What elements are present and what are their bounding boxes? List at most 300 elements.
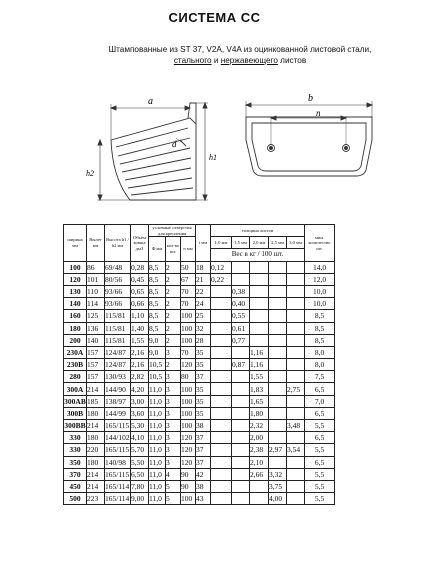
cell-outreach: 180: [87, 407, 105, 419]
cell-t15: [232, 395, 250, 407]
cell-height: 80/56: [105, 273, 131, 285]
cell-outreach: 157: [87, 359, 105, 371]
table-row: [64, 310, 335, 322]
cell-volume: 3,60: [131, 407, 149, 419]
cell-width: 350: [64, 456, 87, 468]
cell-min-qty: 5,5: [305, 480, 335, 492]
cell-bolt-n: 100: [181, 420, 196, 432]
cell-t15: [232, 383, 250, 395]
cell-pitch: 37: [196, 371, 211, 383]
cell-min-qty: 5,5: [305, 444, 335, 456]
cell-outreach: 223: [87, 493, 105, 505]
header-min-qty: мин. количество шт.: [305, 225, 335, 262]
cell-t15: [232, 420, 250, 432]
cell-volume: 0,66: [131, 298, 149, 310]
cell-t30: [287, 432, 305, 444]
cell-t25: [269, 298, 287, 310]
cell-t30: 3,54: [287, 444, 305, 456]
cell-t30: [287, 480, 305, 492]
cell-t30: [287, 285, 305, 297]
cell-t25: [269, 273, 287, 285]
cell-t30: [287, 334, 305, 346]
cell-t20: [250, 285, 269, 297]
cell-t15: 0,40: [232, 298, 250, 310]
cell-bolt-d: 8,5: [149, 298, 166, 310]
cell-bolt-count: 2: [166, 298, 181, 310]
cell-t15: [232, 346, 250, 358]
cell-bolt-d: 8,5: [149, 273, 166, 285]
cell-t30: [287, 273, 305, 285]
cell-t10: [211, 383, 232, 395]
cell-t20: [250, 480, 269, 492]
cell-t15: [232, 261, 250, 273]
cell-pitch: 42: [196, 468, 211, 480]
table-row: [64, 444, 335, 456]
cell-bolt-n: 100: [181, 334, 196, 346]
cell-outreach: 136: [87, 322, 105, 334]
cell-bolt-n: 70: [181, 346, 196, 358]
cell-width: 370: [64, 468, 87, 480]
cell-t20: [250, 310, 269, 322]
cell-t15: [232, 407, 250, 419]
cell-t20: [250, 273, 269, 285]
cell-volume: 1,40: [131, 322, 149, 334]
cell-min-qty: 6,5: [305, 456, 335, 468]
cell-width: 300АВ: [64, 396, 86, 406]
cell-bolt-count: 3: [166, 346, 181, 358]
spec-table-body: [64, 261, 335, 505]
cell-t15: [232, 273, 250, 285]
table-row: [64, 420, 335, 432]
cell-t20: 1,80: [250, 407, 269, 419]
cell-t10: [211, 346, 232, 358]
cell-bolt-n: 100: [181, 322, 196, 334]
cell-bolt-d: 11,0: [149, 383, 166, 395]
cell-bolt-count: 2: [166, 334, 181, 346]
cell-bolt-count: 2: [166, 261, 181, 273]
cell-t25: [269, 285, 287, 297]
cell-bolt-d: 10,5: [149, 371, 166, 383]
cell-bolt-d: 11,0: [149, 444, 166, 456]
cell-pitch: 25: [196, 310, 211, 322]
cell-t30: [287, 346, 305, 358]
cell-min-qty: 10,0: [305, 298, 335, 310]
cell-t10: [211, 432, 232, 444]
header-t25: 2,5 мм: [269, 237, 287, 249]
cell-width: 120: [64, 273, 87, 285]
cell-t15: [232, 493, 250, 505]
cell-t10: [211, 395, 232, 407]
header-thickness: толщина листов: [211, 225, 305, 237]
cell-t15: 0,55: [232, 310, 250, 322]
subtitle-steel: стального: [173, 56, 212, 65]
cell-height: 130/93: [105, 371, 131, 383]
subtitle-sheets: листов: [277, 56, 307, 65]
cell-volume: 4,20: [131, 383, 149, 395]
cell-outreach: 185: [87, 395, 105, 407]
cell-min-qty: 12,0: [305, 273, 335, 285]
header-volume: Объём ковша дм3: [131, 225, 149, 262]
table-row: [64, 432, 335, 444]
cell-t25: [269, 261, 287, 273]
cell-outreach: 110: [87, 285, 105, 297]
cell-bolt-count: 3: [166, 395, 181, 407]
cell-bolt-n: 120: [181, 359, 196, 371]
cell-bolt-n: 100: [181, 395, 196, 407]
cell-min-qty: 10,0: [305, 285, 335, 297]
cell-volume: 5,50: [131, 456, 149, 468]
cell-pitch: 22: [196, 285, 211, 297]
cell-outreach: 214: [87, 468, 105, 480]
cell-volume: 1,55: [131, 334, 149, 346]
cell-t30: [287, 261, 305, 273]
cell-pitch: 32: [196, 322, 211, 334]
cell-outreach: 125: [87, 310, 105, 322]
cell-min-qty: 5,5: [305, 468, 335, 480]
cell-t30: [287, 395, 305, 407]
cell-bolt-n: 90: [181, 480, 196, 492]
table-row: [64, 480, 335, 492]
cell-t10: [211, 456, 232, 468]
cell-t25: [269, 346, 287, 358]
cell-outreach: 157: [87, 371, 105, 383]
cell-t25: [269, 359, 287, 371]
cell-t30: 3,48: [287, 420, 305, 432]
cell-pitch: 35: [196, 407, 211, 419]
cell-bolt-count: 3: [166, 407, 181, 419]
bucket-front-view: [246, 101, 372, 176]
cell-t15: 0,38: [232, 285, 250, 297]
table-row: [64, 298, 335, 310]
cell-min-qty: 8,5: [305, 334, 335, 346]
cell-t30: 2,75: [287, 383, 305, 395]
cell-height: 93/66: [105, 285, 131, 297]
cell-t10: [211, 493, 232, 505]
cell-bolt-d: 8,5: [149, 261, 166, 273]
bucket-side-view: [97, 103, 208, 200]
header-height: Высота h1 / h2 мм: [105, 225, 131, 262]
spec-table: [63, 224, 335, 505]
cell-t25: [269, 310, 287, 322]
cell-bolt-n: 100: [181, 310, 196, 322]
cell-t10: [211, 407, 232, 419]
cell-volume: 7,80: [131, 480, 149, 492]
cell-t10: [211, 480, 232, 492]
cell-bolt-count: 3: [166, 456, 181, 468]
cell-t20: 2,38: [250, 444, 269, 456]
cell-t25: 4,00: [269, 493, 287, 505]
cell-t10: [211, 371, 232, 383]
cell-pitch: 38: [196, 480, 211, 492]
cell-bolt-n: 70: [181, 285, 196, 297]
header-width: ширина мм: [64, 225, 87, 262]
cell-height: 144/99: [105, 407, 131, 419]
header-t15: 1,5 мм: [232, 237, 250, 249]
cell-t20: 1,55: [250, 371, 269, 383]
cell-width: 450: [64, 480, 87, 492]
table-row: [64, 493, 335, 505]
cell-width: 280: [64, 371, 87, 383]
cell-min-qty: 8,5: [305, 322, 335, 334]
cell-bolt-d: 11,0: [149, 493, 166, 505]
table-row: [64, 285, 335, 297]
cell-bolt-count: 2: [166, 322, 181, 334]
cell-volume: 2,16: [131, 346, 149, 358]
cell-outreach: 214: [87, 420, 105, 432]
cell-t20: [250, 298, 269, 310]
cell-t15: [232, 468, 250, 480]
cell-t20: [250, 322, 269, 334]
cell-bolt-d: 11,0: [149, 480, 166, 492]
cell-pitch: 37: [196, 432, 211, 444]
cell-height: 140/98: [105, 456, 131, 468]
cell-t10: [211, 310, 232, 322]
cell-width: 300В: [64, 407, 87, 419]
cell-min-qty: 7,0: [305, 395, 335, 407]
cell-bolt-n: 100: [181, 493, 196, 505]
cell-t20: 1,16: [250, 359, 269, 371]
cell-width: 180: [64, 322, 87, 334]
cell-bolt-d: 11,0: [149, 395, 166, 407]
cell-bolt-n: 100: [181, 383, 196, 395]
cell-height: 115/81: [105, 334, 131, 346]
cell-height: 115/81: [105, 322, 131, 334]
cell-bolt-n: 50: [181, 261, 196, 273]
cell-bolt-n: 70: [181, 298, 196, 310]
cell-outreach: 214: [87, 480, 105, 492]
cell-height: 124/87: [105, 359, 131, 371]
cell-volume: 1,10: [131, 310, 149, 322]
cell-pitch: 35: [196, 383, 211, 395]
cell-height: 165/115: [105, 421, 130, 431]
cell-pitch: 43: [196, 493, 211, 505]
cell-width: 330: [64, 432, 87, 444]
cell-width: 300А: [64, 383, 87, 395]
cell-t25: [269, 322, 287, 334]
cell-outreach: 220: [87, 444, 105, 456]
cell-volume: 6,50: [131, 468, 149, 480]
cell-volume: 0,45: [131, 273, 149, 285]
cell-t10: [211, 359, 232, 371]
cell-height: 93/66: [105, 298, 131, 310]
cell-t15: [232, 444, 250, 456]
cell-t25: [269, 407, 287, 419]
cell-bolt-count: 5: [166, 480, 181, 492]
table-row: [64, 383, 335, 395]
cell-t15: [232, 456, 250, 468]
cell-bolt-count: 4: [166, 468, 181, 480]
cell-width: 330: [64, 444, 87, 456]
cell-t15: 0,87: [232, 359, 250, 371]
cell-bolt-d: 8,5: [149, 322, 166, 334]
cell-t20: 2,00: [250, 432, 269, 444]
cell-min-qty: 5,5: [305, 493, 335, 505]
cell-bolt-n: 120: [181, 432, 196, 444]
cell-bolt-n: 120: [181, 456, 196, 468]
cell-t20: 1,16: [250, 346, 269, 358]
cell-bolt-n: 67: [181, 273, 196, 285]
cell-t20: [250, 493, 269, 505]
cell-volume: 5,70: [131, 444, 149, 456]
cell-bolt-n: 90: [181, 468, 196, 480]
cell-pitch: 35: [196, 346, 211, 358]
cell-min-qty: 7,5: [305, 371, 335, 383]
cell-volume: 2,82: [131, 371, 149, 383]
subtitle-and: и: [211, 56, 221, 65]
cell-t10: [211, 298, 232, 310]
table-row: [64, 346, 335, 358]
subtitle-stainless: нержавеющего: [220, 56, 278, 65]
header-pitch: i мм: [196, 225, 211, 262]
header-bolt-count: кол-во шт.: [166, 237, 181, 261]
table-row: [64, 456, 335, 468]
cell-bolt-d: 9,0: [149, 346, 166, 358]
cell-bolt-count: 5: [166, 493, 181, 505]
cell-min-qty: 6,5: [305, 383, 335, 395]
subtitle-line-1: Штампованные из ST 37, V2A, V4A из оцинкованной листовой стали,: [108, 45, 372, 54]
label-n: n: [316, 108, 321, 118]
cell-height: 138/97: [105, 395, 131, 407]
cell-t20: 1,65: [250, 395, 269, 407]
cell-width: 100: [64, 261, 87, 273]
cell-t25: 3,75: [269, 480, 287, 492]
cell-bolt-d: 9,0: [149, 334, 166, 346]
cell-t15: 0,61: [232, 322, 250, 334]
table-row: [64, 407, 335, 419]
header-t30: 3,0 мм: [287, 237, 305, 249]
cell-t20: [250, 334, 269, 346]
table-row: [64, 322, 335, 334]
cell-width: 160: [64, 310, 87, 322]
cell-t25: 3,32: [269, 468, 287, 480]
cell-bolt-d: 11,0: [149, 407, 166, 419]
cell-min-qty: 8,5: [305, 310, 335, 322]
cell-bolt-count: 3: [166, 432, 181, 444]
cell-t25: 2,97: [269, 444, 287, 456]
cell-bolt-d: 8,5: [149, 310, 166, 322]
cell-height: 115/81: [105, 310, 131, 322]
label-a: a: [148, 96, 153, 107]
cell-t15: 0,77: [232, 334, 250, 346]
cell-outreach: 157: [87, 346, 105, 358]
bucket-drawing: [0, 0, 429, 224]
cell-bolt-count: 3: [166, 420, 181, 432]
cell-volume: 3,00: [131, 395, 149, 407]
cell-bolt-d: 11,0: [149, 420, 166, 432]
cell-outreach: 214: [87, 383, 105, 395]
cell-pitch: 18: [196, 261, 211, 273]
cell-height: 165/114: [105, 482, 130, 492]
cell-t25: [269, 432, 287, 444]
cell-volume: 4,10: [131, 432, 149, 444]
table-row: [64, 371, 335, 383]
cell-pitch: 35: [196, 359, 211, 371]
cell-width: 140: [64, 298, 87, 310]
cell-t15: [232, 480, 250, 492]
cell-bolt-d: 10,5: [149, 359, 166, 371]
cell-bolt-d: 11,0: [149, 456, 166, 468]
page-title: СИСТЕМА СС: [168, 10, 261, 25]
cell-t25: [269, 420, 287, 432]
cell-min-qty: 8,0: [305, 359, 335, 371]
cell-min-qty: 14,0: [305, 261, 335, 273]
cell-width: 500: [64, 493, 87, 505]
cell-pitch: 37: [196, 444, 211, 456]
cell-t10: 0,12: [211, 261, 232, 273]
header-bolt-d: Ф мм: [149, 237, 166, 261]
cell-bolt-count: 3: [166, 371, 181, 383]
cell-min-qty: 8,0: [305, 346, 335, 358]
label-h2: h2: [86, 169, 94, 178]
cell-height: 124/87: [105, 346, 131, 358]
cell-t20: 2,66: [250, 468, 269, 480]
header-bolt-n: n мм: [181, 237, 196, 261]
cell-height: 165/115: [105, 445, 130, 455]
cell-bolt-count: 2: [166, 359, 181, 371]
cell-height: 165/115: [105, 469, 130, 479]
cell-pitch: 28: [196, 334, 211, 346]
cell-min-qty: 6,5: [305, 432, 335, 444]
cell-t10: 0,22: [211, 273, 232, 285]
cell-bolt-n: 100: [181, 407, 196, 419]
table-row: [64, 395, 335, 407]
cell-t30: [287, 298, 305, 310]
cell-t30: [287, 456, 305, 468]
cell-pitch: 21: [196, 273, 211, 285]
cell-height: 144/102: [105, 433, 130, 443]
cell-bolt-d: 8,5: [149, 285, 166, 297]
cell-width: 230А: [64, 346, 87, 358]
cell-t25: [269, 334, 287, 346]
cell-volume: 2,16: [131, 359, 149, 371]
table-row: [64, 468, 335, 480]
cell-outreach: 86: [87, 261, 105, 273]
cell-outreach: 180: [87, 456, 105, 468]
cell-outreach: 101: [87, 273, 105, 285]
header-outreach: Вылет мм: [87, 225, 105, 262]
header-bolt-conn: условные отверстия для крепления: [149, 225, 196, 237]
label-b: b: [308, 93, 313, 104]
cell-t20: [250, 261, 269, 273]
cell-t30: [287, 371, 305, 383]
cell-t20: 1,83: [250, 383, 269, 395]
cell-t30: [287, 468, 305, 480]
cell-bolt-d: 11,0: [149, 468, 166, 480]
cell-t10: [211, 420, 232, 432]
header-t10: 1,0 мм: [211, 237, 232, 249]
cell-bolt-count: 2: [166, 285, 181, 297]
header-t20: 2,0 мм: [250, 237, 269, 249]
cell-t10: [211, 285, 232, 297]
cell-height: 69/48: [105, 261, 131, 273]
cell-t10: [211, 334, 232, 346]
cell-t25: [269, 371, 287, 383]
cell-t20: 2,32: [250, 420, 269, 432]
cell-bolt-count: 3: [166, 383, 181, 395]
table-row: [64, 273, 335, 285]
cell-t25: [269, 383, 287, 395]
cell-t30: [287, 322, 305, 334]
cell-t25: [269, 456, 287, 468]
cell-outreach: 180: [87, 432, 105, 444]
cell-volume: 0,28: [131, 261, 149, 273]
cell-t30: [287, 310, 305, 322]
cell-bolt-count: 2: [166, 310, 181, 322]
cell-pitch: 35: [196, 395, 211, 407]
cell-pitch: 24: [196, 298, 211, 310]
cell-t15: [232, 432, 250, 444]
cell-t10: [211, 444, 232, 456]
